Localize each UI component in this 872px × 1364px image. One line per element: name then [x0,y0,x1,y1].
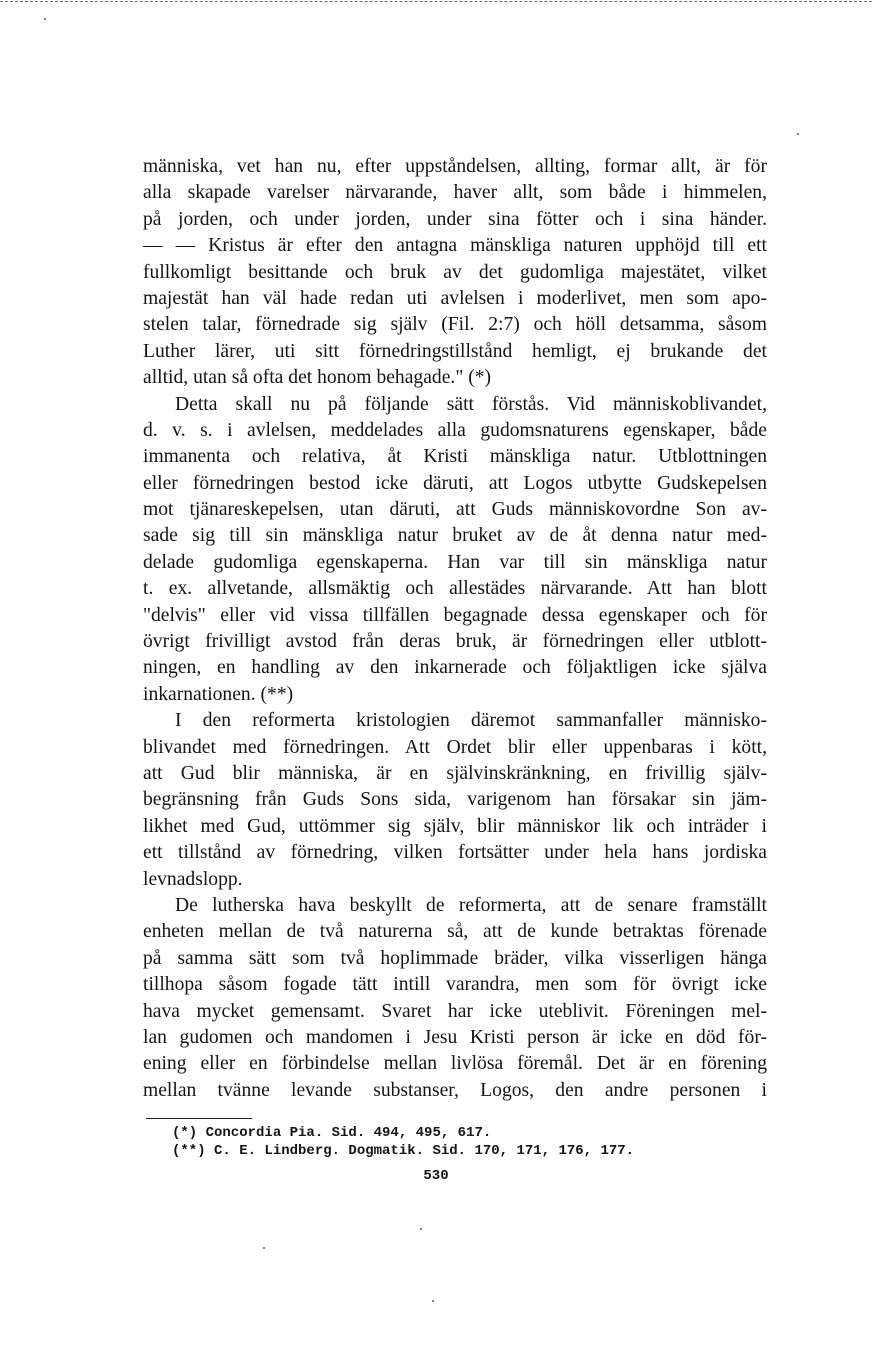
text-line: mot tjänareskepelsen, utan däruti, att Guds människovordne Son av- [143,499,767,521]
text-line: "delvis" eller vid vissa tillfällen begagnade dessa egenskaper och för [143,604,767,626]
footnote: (**) C. E. Lindberg. Dogmatik. Sid. 170, 171, 176, 177. [172,1143,635,1159]
body-text [143,154,767,1104]
text-line: likhet med Gud, uttömmer sig själv, blir människor lik och inträder i [143,815,767,837]
page-number: 530 [423,1168,449,1184]
text-line: lan gudomen och mandomen i Jesu Kristi person är icke en död för- [143,1026,767,1048]
text-line: på samma sätt som två hoplimmade bräder, vilka visserligen hänga [143,947,767,969]
text-line: t. ex. allvetande, allsmäktig och allestädes närvarande. Att han blott [143,578,767,600]
footnote-separator [146,1118,252,1119]
text-line: fullkomligt besittande och bruk av det gudomliga majestätet, vilket [143,261,767,283]
text-line: Luther lärer, uti sitt förnedringstillstånd hemligt, ej brukande det [143,340,767,362]
text-line: ett tillstånd av förnedring, vilken fortsätter under hela hans jordiska [143,842,767,864]
text-line: I den reformerta kristologien däremot sammanfaller människo- [175,710,767,732]
text-line: eller förnedringen bestod icke däruti, att Logos utbytte Gudskepelsen [143,472,767,494]
scan-speck [263,1247,265,1249]
footnotes [172,1124,692,1160]
scan-speck [797,133,799,135]
text-line: människa, vet han nu, efter uppståndelsen, allting, formar allt, är för [143,156,767,177]
text-line: alltid, utan så ofta det honom behagade." (*) [143,367,492,389]
text-line: d. v. s. i avlelsen, meddelades alla gudomsnaturens egenskaper, både [143,419,767,441]
text-line: ening eller en förbindelse mellan livlösa föremål. Det är en förening [143,1053,767,1075]
text-line: majestät han väl hade redan uti avlelsen i moderlivet, men som apo- [143,287,767,309]
text-line: att Gud blir människa, är en självinskränkning, en frivillig själv- [143,762,767,784]
text-line: blivandet med förnedringen. Att Ordet blir eller uppenbaras i kött, [143,736,767,758]
text-line: mellan tvänne levande substanser, Logos, den andre personen i [143,1079,767,1101]
text-line: immanenta och relativa, åt Kristi mänskliga natur. Utblottningen [143,446,767,468]
text-line: De lutherska hava beskyllt de reformerta, att de senare framställt [175,894,767,916]
text-line: levnadslopp. [143,868,243,890]
text-line: övrigt frivilligt avstod från deras bruk, är förnedringen eller utblott- [143,631,767,653]
text-line: Detta skall nu på följande sätt förstås. Vid människoblivandet, [175,393,767,415]
text-line: stelen talar, förnedrade sig själv (Fil. 2:7) och höll detsamma, såsom [143,314,767,336]
text-line: tillhopa såsom fogade tätt intill varandra, men som för övrigt icke [143,974,767,996]
text-line: delade gudomliga egenskaperna. Han var till sin mänskliga natur [143,551,767,573]
top-edge-rule [0,1,872,2]
text-line: hava mycket gemensamt. Svaret har icke uteblivit. Föreningen mel- [143,1000,767,1022]
text-line: alla skapade varelser närvarande, haver allt, som både i himmelen, [143,182,767,204]
text-line: begränsning från Guds Sons sida, varigenom han försakar sin jäm- [143,789,767,811]
text-line: — — Kristus är efter den antagna mänskliga naturen upphöjd till ett [143,235,767,257]
text-line: sade sig till sin mänskliga natur bruket av de åt denna natur med- [143,525,767,547]
footnote: (*) Concordia Pia. Sid. 494, 495, 617. [172,1125,492,1141]
scan-speck [420,1228,422,1230]
text-line: ningen, en handling av den inkarnerade och följaktligen icke själva [143,657,767,679]
text-line: inkarnationen. (**) [143,683,294,705]
scan-speck [44,18,46,20]
scan-speck [432,1300,434,1302]
text-line: på jorden, och under jorden, under sina fötter och i sina händer. [143,208,767,230]
text-line: enheten mellan de två naturerna så, att de kunde betraktas förenade [143,921,767,943]
